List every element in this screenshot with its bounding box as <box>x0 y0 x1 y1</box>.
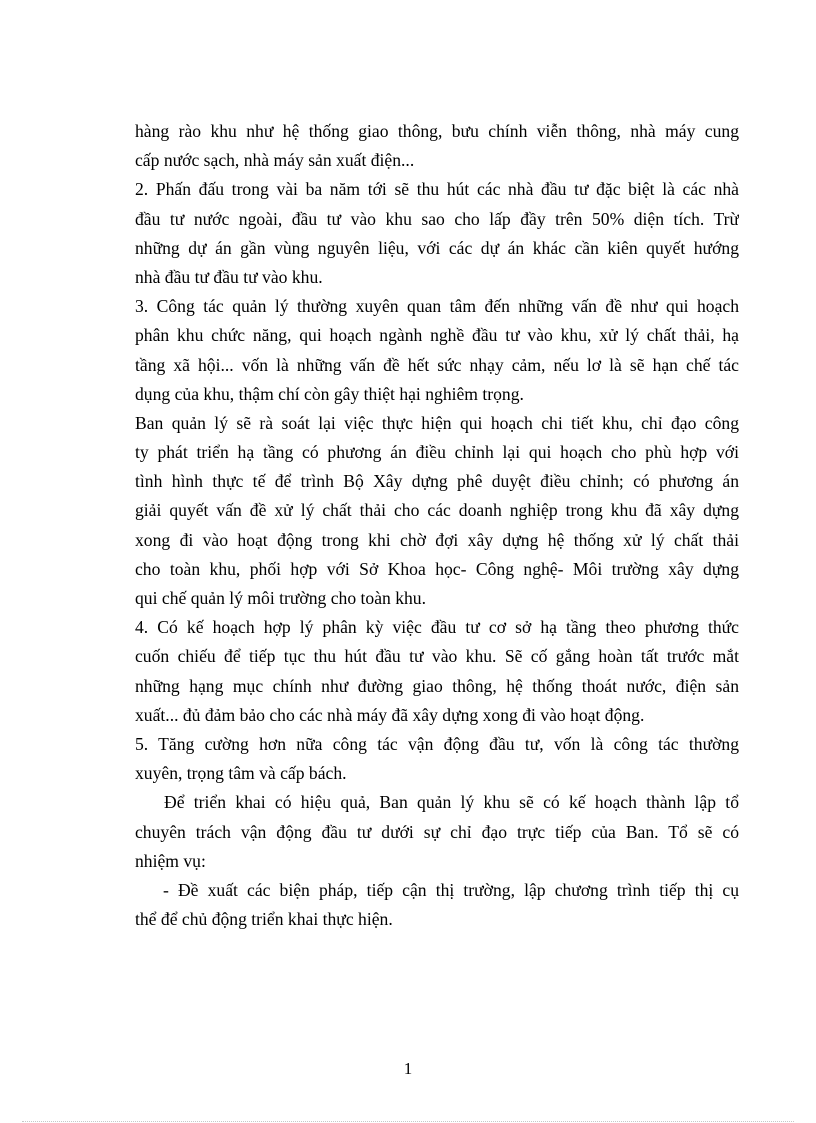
text-line: xuyên, trọng tâm và cấp bách. <box>135 763 347 784</box>
text-line: giải quyết vấn đề xử lý chất thải cho các doanh nghiệp trong khu đã xây dựng <box>135 500 739 521</box>
document-body <box>135 117 739 934</box>
text-line: những dự án gần vùng nguyên liệu, với các dự án khác cần kiên quyết hướng <box>135 237 739 258</box>
text-line: nhiệm vụ: <box>135 850 206 871</box>
text-line: Để triển khai có hiệu quả, Ban quản lý khu sẽ có kế hoạch thành lập tổ <box>164 792 739 813</box>
text-line: tình hình thực tế để trình Bộ Xây dựng phê duyệt điều chỉnh; có phương án <box>135 471 739 492</box>
text-line: cuốn chiếu để tiếp tục thu hút đầu tư vào khu. Sẽ cố gắng hoàn tất trước mắt <box>135 646 739 667</box>
text-line: phân khu chức năng, qui hoạch ngành nghề đầu tư vào khu, xử lý chất thải, hạ <box>135 325 739 346</box>
text-line: xuất... đủ đảm bảo cho các nhà máy đã xây dựng xong đi vào hoạt động. <box>135 704 645 725</box>
text-line: dụng của khu, thậm chí còn gây thiệt hại nghiêm trọng. <box>135 383 524 404</box>
text-line: 5. Tăng cường hơn nữa công tác vận động đầu tư, vốn là công tác thường <box>135 733 739 754</box>
text-line: 2. Phấn đấu trong vài ba năm tới sẽ thu hút các nhà đầu tư đặc biệt là các nhà <box>135 179 739 200</box>
text-line: đầu tư nước ngoài, đầu tư vào khu sao cho lấp đầy trên 50% diện tích. Trừ <box>135 208 739 229</box>
text-line: cho toàn khu, phối hợp với Sở Khoa học- Công nghệ- Môi trường xây dựng <box>135 558 739 579</box>
text-line: 3. Công tác quản lý thường xuyên quan tâm đến những vấn đề như qui hoạch <box>135 296 739 317</box>
text-line: - Đề xuất các biện pháp, tiếp cận thị trường, lập chương trình tiếp thị cụ <box>163 879 739 900</box>
text-line: những hạng mục chính như đường giao thông, hệ thống thoát nước, điện sản <box>135 675 739 696</box>
text-line: thể để chủ động triển khai thực hiện. <box>135 909 393 930</box>
text-line: 4. Có kế hoạch hợp lý phân kỳ việc đầu tư cơ sở hạ tầng theo phương thức <box>135 617 739 638</box>
text-line: cấp nước sạch, nhà máy sản xuất điện... <box>135 150 415 171</box>
text-line: qui chế quản lý môi trường cho toàn khu. <box>135 588 427 608</box>
text-line: chuyên trách vận động đầu tư dưới sự chỉ đạo trực tiếp của Ban. Tổ sẽ có <box>135 821 739 842</box>
text-line: hàng rào khu như hệ thống giao thông, bưu chính viễn thông, nhà máy cung <box>135 121 739 141</box>
text-line: tầng xã hội... vốn là những vấn đề hết sức nhạy cảm, nếu lơ là sẽ hạn chế tác <box>135 354 739 375</box>
text-line: ty phát triển hạ tầng có phương án điều chỉnh lại qui hoạch cho phù hợp với <box>135 442 739 463</box>
text-line: Ban quản lý sẽ rà soát lại việc thực hiện qui hoạch chi tiết khu, chỉ đạo công <box>135 412 739 433</box>
page-bottom-divider <box>22 1121 794 1122</box>
page-number: 1 <box>403 1059 413 1078</box>
text-line: xong đi vào hoạt động trong khi chờ đợi xây dựng hệ thống xử lý chất thải <box>135 529 739 550</box>
text-line: nhà đầu tư đầu tư vào khu. <box>135 266 323 287</box>
